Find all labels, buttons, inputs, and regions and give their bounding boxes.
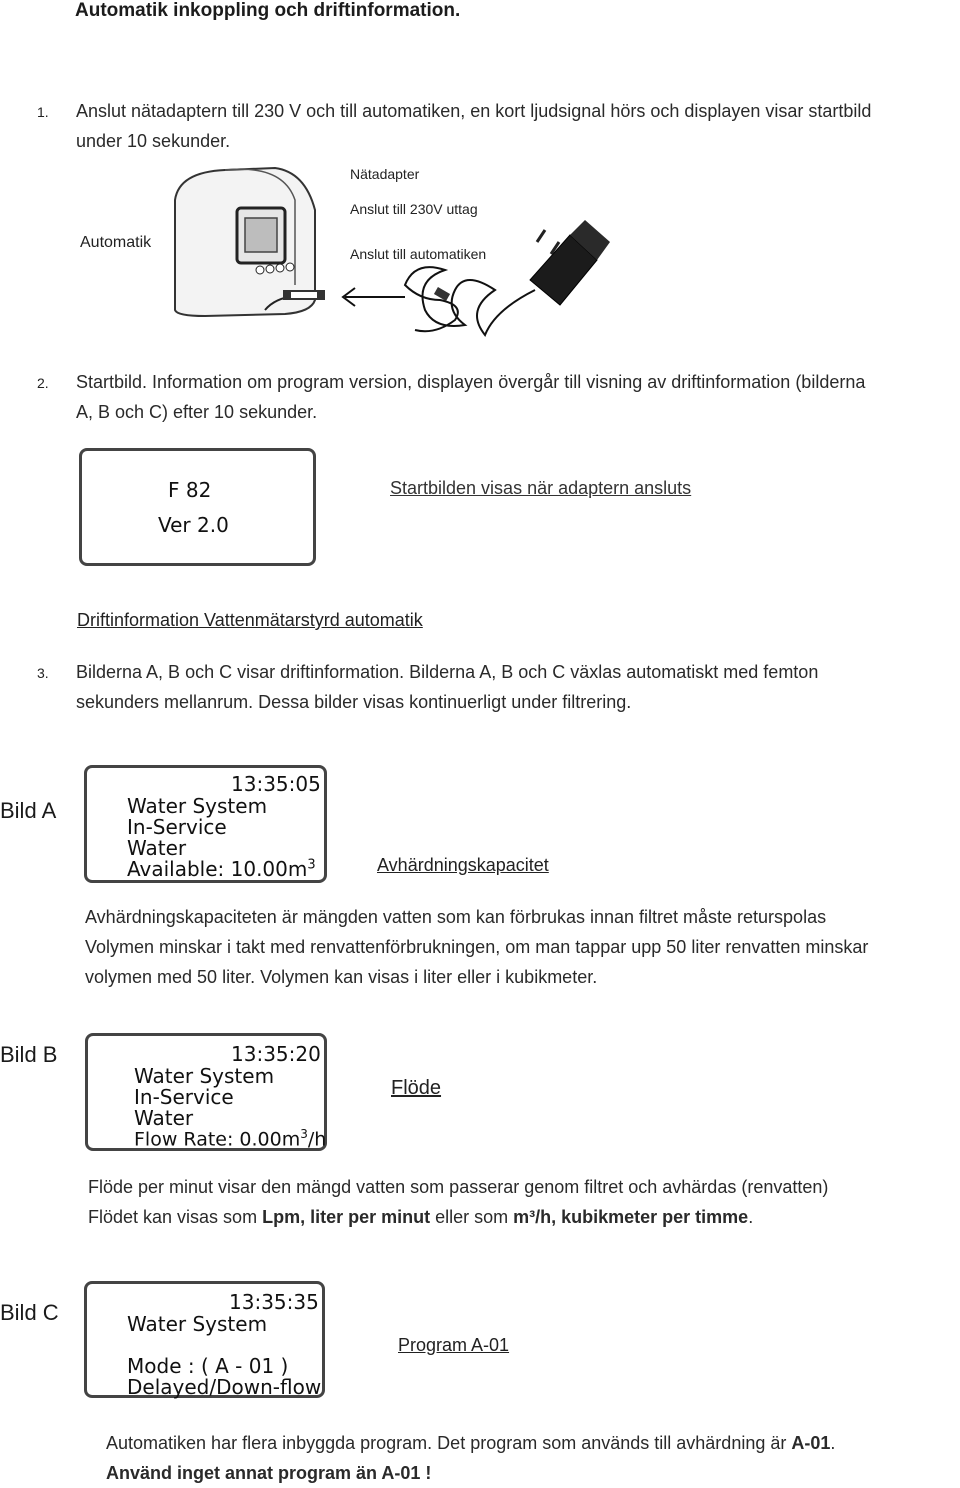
desc-bold: A-01: [791, 1433, 831, 1453]
display-line: Ver 2.0: [158, 513, 229, 537]
start-screen-caption: Startbilden visas när adaptern ansluts: [390, 478, 692, 498]
step-1-text: [76, 96, 871, 156]
step-1-line: Anslut nätadaptern till 230 V och till automatiken, en kort ljudsignal hörs och displayen visar startbild: [76, 101, 872, 121]
display-value: Flow Rate: 0.00m: [134, 1128, 301, 1151]
adapter-label: Nätadapter: [350, 166, 420, 182]
display-value: Available: 10.00m: [127, 857, 308, 881]
desc-bold: m³/h, kubikmeter per timme: [513, 1207, 749, 1227]
bild-b-display: [85, 1033, 327, 1151]
bild-a-label: Bild A: [0, 798, 57, 823]
display-line: F 82: [168, 478, 212, 502]
display-unit-sup: 3: [300, 1127, 308, 1141]
display-line: Water System: [127, 1312, 268, 1336]
desc-warning: Använd inget annat program än A-01 !: [106, 1463, 432, 1483]
display-line: Water: [127, 836, 187, 860]
display-line: Water System: [127, 794, 268, 818]
display-line: [127, 857, 316, 881]
step-3-line: Bilderna A, B och C visar driftinformation. Bilderna A, B och C växlas automatiskt med femton: [76, 662, 819, 682]
desc-text: Automatiken har flera inbyggda program. Det program som används till avhärdning är: [106, 1433, 792, 1453]
desc-line: [106, 1428, 835, 1458]
desc-text: .: [830, 1433, 836, 1453]
bild-b-description: [88, 1172, 828, 1232]
display-line: Delayed/Down-flow: [127, 1375, 322, 1399]
bild-a-display: [84, 765, 327, 883]
desc-text: .: [748, 1207, 754, 1227]
display-time: 13:35:20: [231, 1042, 321, 1066]
step-2-text: [76, 367, 865, 427]
step-number: 3.: [37, 665, 49, 681]
display-line: Mode : ( A - 01 ): [127, 1354, 289, 1378]
desc-line: Flöde per minut visar den mängd vatten som passerar genom filtret och avhärdas (renvatten): [88, 1177, 829, 1197]
step-2-line: Startbild. Information om program version, displayen övergår till visning av driftinformation (bilderna: [76, 372, 866, 392]
connect-auto-label: Anslut till automatiken: [350, 246, 487, 262]
step-number: 2.: [37, 375, 49, 391]
desc-bold: Lpm, liter per minut: [262, 1207, 431, 1227]
display-time: 13:35:35: [229, 1290, 319, 1314]
step-1-line: under 10 sekunder.: [76, 131, 231, 151]
desc-line: [88, 1202, 828, 1232]
start-screen-display: [79, 448, 316, 566]
bild-b-caption: Flöde: [391, 1077, 442, 1099]
step-3-text: [76, 657, 818, 717]
desc-text: Flödet kan visas som: [88, 1207, 263, 1227]
bild-b-label: Bild B: [0, 1042, 58, 1067]
display-unit-sup: 3: [307, 857, 316, 873]
display-unit-end: /h: [307, 1128, 327, 1151]
bild-a-caption: Avhärdningskapacitet: [377, 855, 549, 875]
bild-c-display: [84, 1281, 325, 1398]
desc-text: eller som: [430, 1207, 514, 1227]
step-number: 1.: [37, 104, 49, 120]
bild-c-label: Bild C: [0, 1300, 59, 1325]
bild-c-description: [106, 1428, 835, 1488]
desc-line: Volymen minskar i takt med renvattenförbrukningen, om man tappar upp 50 liter renvatten minskar: [85, 937, 869, 957]
step-3-line: sekunders mellanrum. Dessa bilder visas kontinuerligt under filtrering.: [76, 692, 632, 712]
display-line: Water: [134, 1106, 194, 1130]
bild-a-description: [85, 902, 868, 992]
display-time: 13:35:05: [231, 772, 321, 796]
desc-line: volymen med 50 liter. Volymen kan visas i liter eller i kubikmeter.: [85, 967, 598, 987]
display-line: In-Service: [134, 1085, 234, 1109]
bild-c-caption: Program A-01: [398, 1335, 510, 1355]
page-title: Automatik inkoppling och driftinformation.: [75, 0, 461, 21]
desc-line: Avhärdningskapaciteten är mängden vatten som kan förbrukas innan filtret måste returspolas: [85, 907, 827, 927]
step-2-line: A, B och C) efter 10 sekunder.: [76, 402, 318, 422]
section-heading: Driftinformation Vattenmätarstyrd automatik: [77, 610, 423, 630]
connect-230-label: Anslut till 230V uttag: [350, 201, 478, 217]
display-line: [134, 1127, 326, 1150]
display-line: In-Service: [127, 815, 227, 839]
device-label: Automatik: [80, 234, 152, 251]
display-line: Water System: [134, 1064, 275, 1088]
